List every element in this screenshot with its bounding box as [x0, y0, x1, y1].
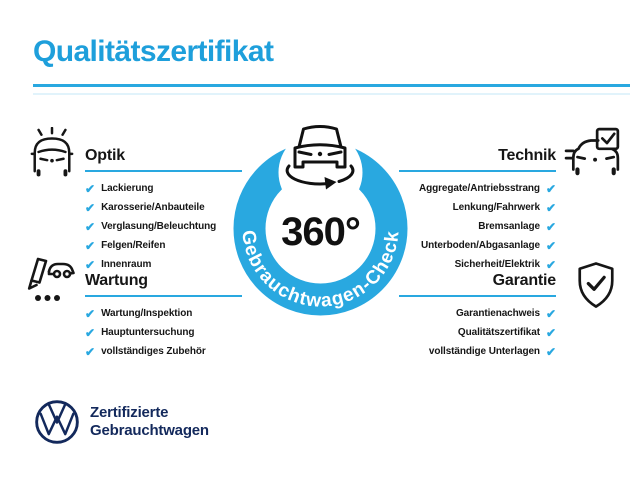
- check-item-label: Lenkung/Fahrwerk: [452, 202, 540, 213]
- check-item-label: Wartung/Inspektion: [101, 308, 193, 319]
- check-item: [85, 304, 206, 323]
- checkmark-icon: ✔: [545, 238, 556, 253]
- check-item-label: Lackierung: [101, 183, 154, 194]
- section-underline-technik: [399, 170, 556, 172]
- check-item-label: vollständiges Zubehör: [101, 346, 206, 357]
- check-item-label: Verglasung/Beleuchtung: [101, 221, 217, 232]
- page-title: Qualitätszertifikat: [33, 35, 274, 68]
- car-360-icon: [270, 114, 370, 198]
- checkmark-icon: ✔: [85, 257, 96, 272]
- check-item-label: Felgen/Reifen: [101, 240, 166, 251]
- section-underline-wartung: [85, 295, 242, 297]
- checklist-garantie: [429, 304, 556, 361]
- checkmark-icon: ✔: [545, 257, 556, 272]
- check-item-label: Hauptuntersuchung: [101, 327, 195, 338]
- service-checklist-icon: [26, 255, 78, 308]
- section-underline-optik: [85, 170, 242, 172]
- check-item: [85, 198, 216, 217]
- section-title-garantie: Garantie: [492, 272, 556, 289]
- shield-check-icon: [574, 260, 618, 311]
- ring-label: Gebrauchtwagen-Check: [237, 228, 404, 312]
- title-divider: [33, 84, 630, 87]
- checkmark-icon: ✔: [545, 181, 556, 196]
- car-shine-icon: [28, 127, 76, 177]
- check-item-label: Sicherheit/Elektrik: [454, 259, 540, 270]
- footer-brand-text: [90, 404, 209, 440]
- check-item-label: Garantienachweis: [455, 308, 540, 319]
- check-item: [85, 342, 206, 361]
- checkmark-icon: ✔: [85, 306, 96, 321]
- check-item-label: Innenraum: [101, 259, 152, 270]
- degree-label: 360°: [281, 210, 360, 254]
- checkmark-icon: ✔: [545, 219, 556, 234]
- check-item: [419, 179, 556, 198]
- check-item-label: Aggregate/Antriebsstrang: [418, 183, 540, 194]
- section-title-wartung: Wartung: [85, 272, 148, 289]
- checkmark-icon: ✔: [545, 306, 556, 321]
- checkmark-icon: ✔: [85, 200, 96, 215]
- check-item: [85, 179, 216, 198]
- car-checkbox-icon: [564, 126, 622, 184]
- checklist-technik: [419, 179, 556, 274]
- check-item: [85, 323, 206, 342]
- check-item: [478, 217, 556, 236]
- vw-logo: [33, 398, 81, 446]
- check-item: [456, 304, 556, 323]
- checkmark-icon: ✔: [545, 344, 556, 359]
- check-item-label: Karosserie/Anbauteile: [101, 202, 205, 213]
- footer-line1: Zertifizierte: [90, 404, 169, 421]
- section-underline-garantie: [399, 295, 556, 297]
- check-item-label: Unterboden/Abgasanlage: [421, 240, 540, 251]
- checkmark-icon: ✔: [545, 200, 556, 215]
- checklist-optik: [85, 179, 216, 274]
- check-item: [453, 198, 556, 217]
- check-item-label: Bremsanlage: [478, 221, 540, 232]
- checkmark-icon: ✔: [85, 325, 96, 340]
- check-item: [85, 217, 216, 236]
- checkmark-icon: ✔: [85, 181, 96, 196]
- check-item: [458, 323, 556, 342]
- check-item: [85, 236, 216, 255]
- checklist-wartung: [85, 304, 206, 361]
- checkmark-icon: ✔: [85, 219, 96, 234]
- checkmark-icon: ✔: [545, 325, 556, 340]
- check-item: [429, 342, 556, 361]
- footer-line2: Gebrauchtwagen: [90, 422, 209, 439]
- checkmark-icon: ✔: [85, 238, 96, 253]
- check-item: [421, 236, 556, 255]
- check-item-label: Qualitätszertifikat: [457, 327, 540, 338]
- checkmark-icon: ✔: [85, 344, 96, 359]
- section-title-optik: Optik: [85, 147, 125, 164]
- section-title-technik: Technik: [498, 147, 556, 164]
- check-item-label: vollständige Unterlagen: [428, 346, 540, 357]
